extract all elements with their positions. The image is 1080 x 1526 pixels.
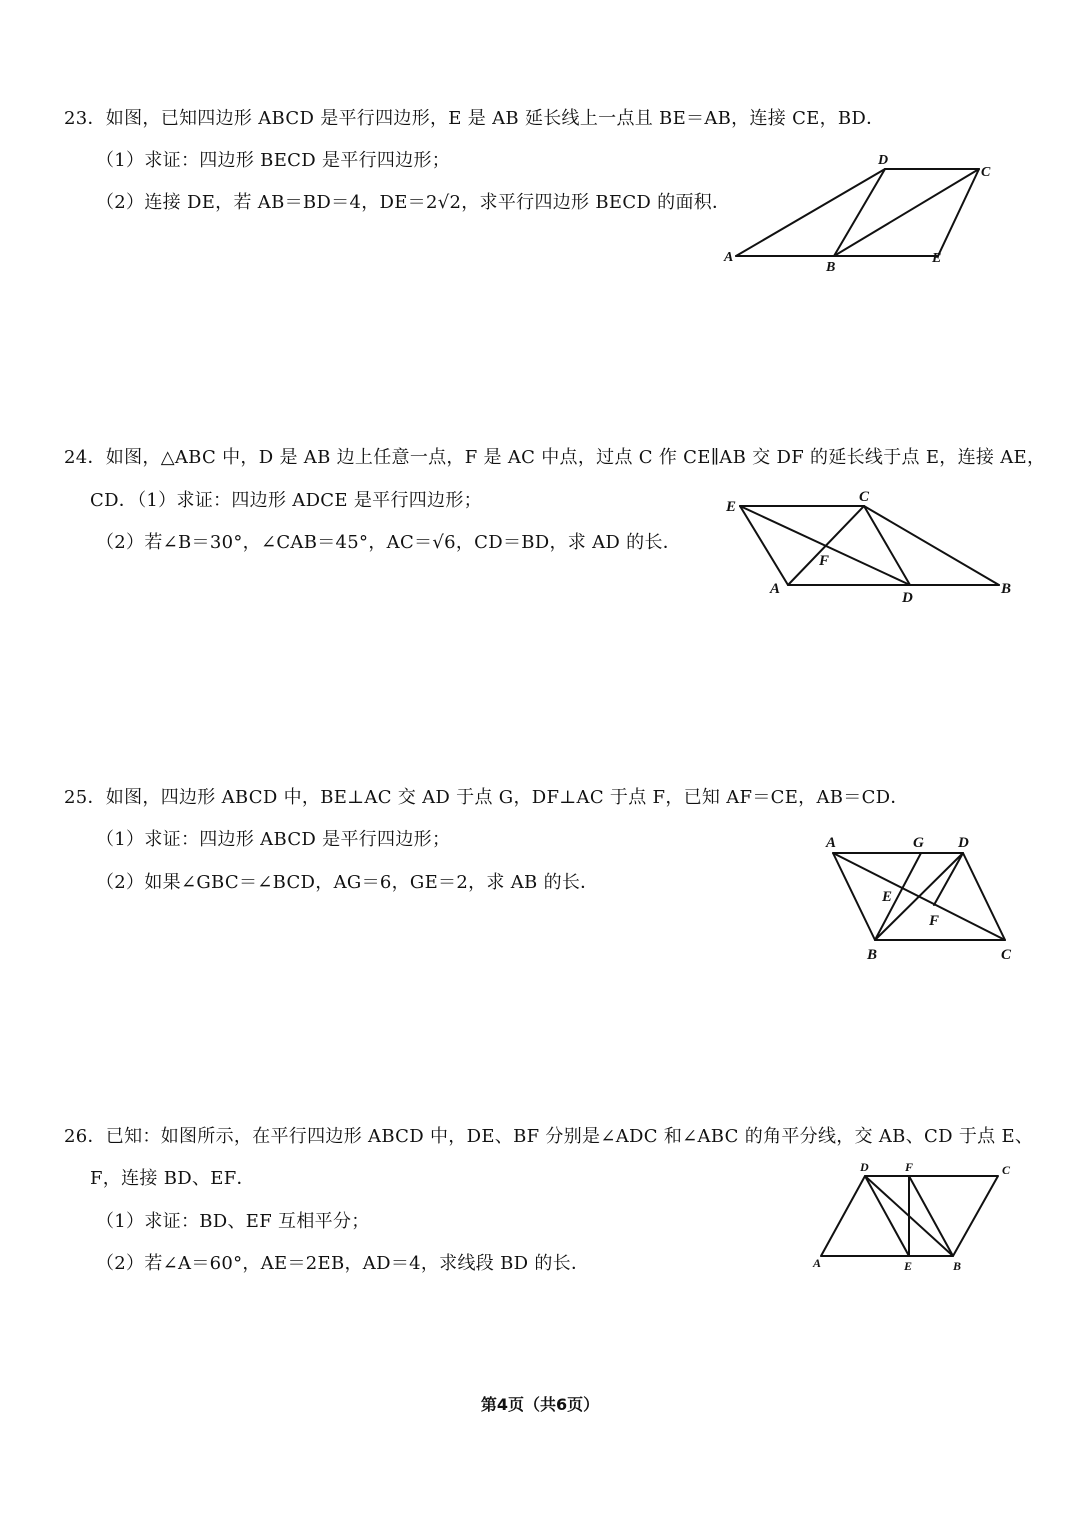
fig24-label-B: B [1001,581,1012,597]
problem-24-stem: 24．如图，△ABC 中，D 是 AB 边上任意一点，F 是 AC 中点，过点 C 作 CE∥AB 交 DF 的延长线于点 E，连接 AE， [64,447,1046,468]
fig25-label-G: G [913,835,924,851]
fig23-label-C: C [981,165,991,180]
fig25-label-D: D [958,835,969,851]
fig24-label-F: F [819,553,830,569]
fig24-label-E: E [726,499,737,515]
fig23-label-D: D [878,153,889,168]
fig24-label-A: A [770,581,781,597]
fig23-segment-BD [834,169,885,256]
fig26-label-D: D [860,1160,869,1174]
fig24-label-D: D [902,590,913,606]
fig26-segment-DE [865,1176,909,1256]
fig26-label-A: A [813,1256,822,1270]
fig23-label-B: B [826,260,836,275]
problem-25-part-2: （2）如果∠GBC＝∠BCD，AG＝6，GE＝2，求 AB 的长． [96,872,599,893]
fig26-label-B: B [953,1259,962,1273]
fig25-segment-DF [934,853,963,905]
fig23-label-E: E [932,251,942,266]
fig24-label-C: C [859,489,870,505]
fig25-label-A: A [826,835,837,851]
fig23-label-A: A [724,250,734,265]
problem-25-stem: 25．如图，四边形 ABCD 中，BE⊥AC 交 AD 于点 G，DF⊥AC 于点 F，已知 AF＝CE，AB＝CD． [64,787,909,808]
fig25-label-C: C [1001,947,1012,963]
problem-25-figure [815,828,1025,968]
problem-24-figure [720,485,1020,610]
fig25-label-F: F [929,913,940,929]
fig26-segment-BF [909,1176,953,1256]
fig23-segment-BC [834,169,979,256]
problem-24-part-2: （2）若∠B＝30°，∠CAB＝45°，AC＝√6，CD＝BD，求 AD 的长． [96,532,682,553]
problem-26-stem: 26．已知：如图所示，在平行四边形 ABCD 中，DE、BF 分别是∠ADC 和∠ABC 的角平分线，交 AB、CD 于点 E、 [64,1126,1034,1147]
problem-26-part-2: （2）若∠A＝60°，AE＝2EB，AD＝4，求线段 BD 的长． [96,1253,590,1274]
problem-23-stem: 23．如图，已知四边形 ABCD 是平行四边形，E 是 AB 延长线上一点且 BE＝AB，连接 CE，BD． [64,108,885,129]
problem-24-stem-continued: CD．（1）求证：四边形 ADCE 是平行四边形； [90,490,482,511]
fig26-label-F: F [905,1160,914,1174]
problem-23-part-1: （1）求证：四边形 BECD 是平行四边形； [96,150,451,171]
problem-25-part-1: （1）求证：四边形 ABCD 是平行四边形； [96,829,451,850]
fig25-label-E: E [882,889,893,905]
fig26-label-C: C [1002,1163,1011,1177]
problem-26-stem-continued: F，连接 BD、EF． [90,1168,255,1189]
problem-26-figure [805,1158,1025,1283]
fig25-label-B: B [867,947,878,963]
page-number: 第4页（共6页） [480,1395,600,1414]
fig23-segment-AD [736,169,885,256]
problem-23-part-2: （2）连接 DE，若 AB＝BD＝4，DE＝2√2，求平行四边形 BECD 的面积． [96,192,731,213]
problem-23-figure [720,150,1000,280]
fig24-segment-CD [864,506,910,585]
problem-26-part-1: （1）求证：BD、EF 互相平分； [96,1211,370,1232]
fig26-label-E: E [904,1259,913,1273]
